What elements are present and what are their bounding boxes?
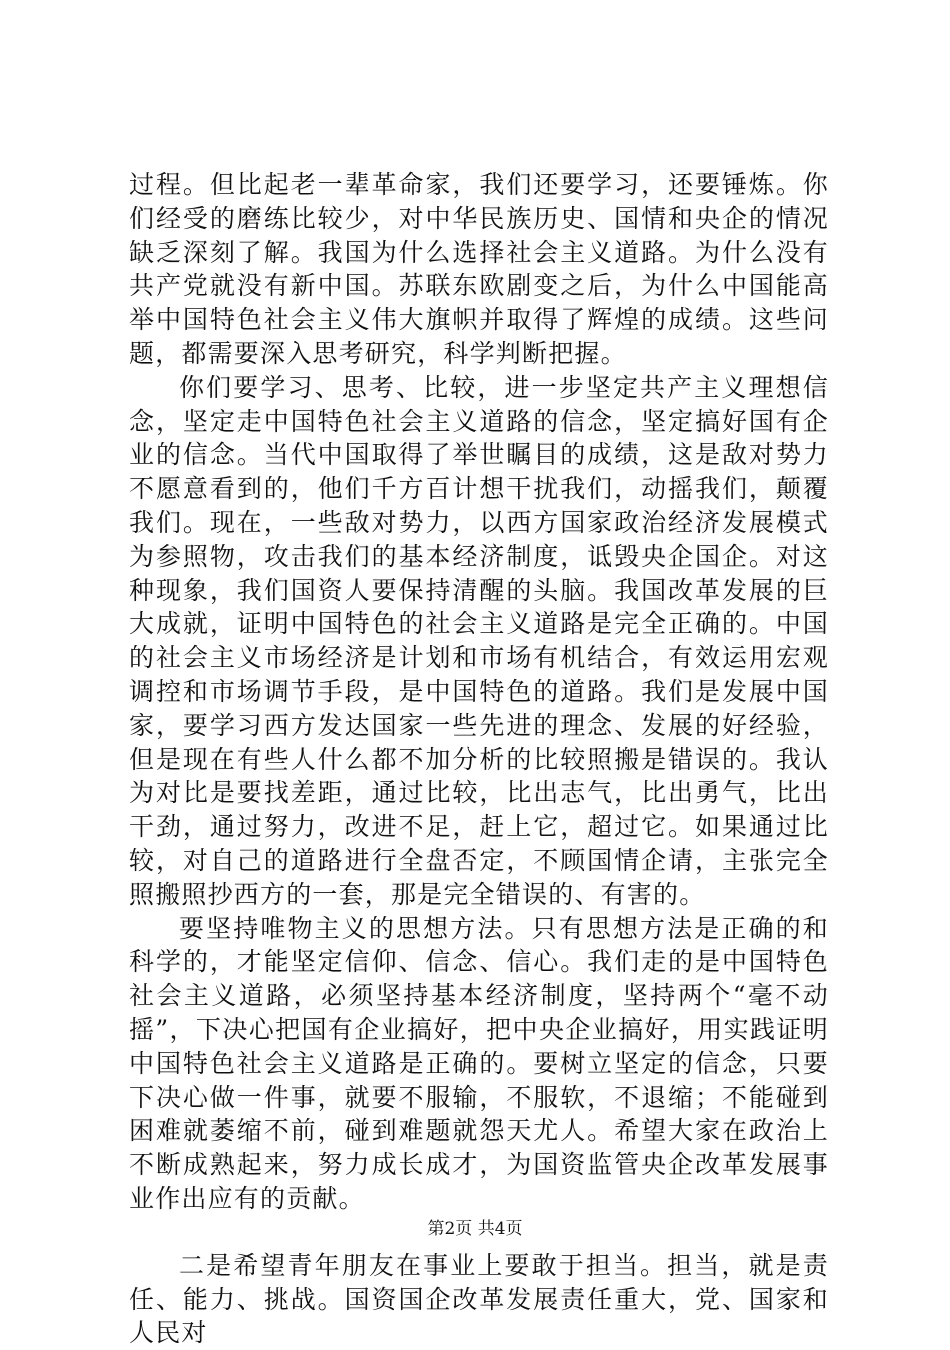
paragraph-study-compare: 你们要学习、思考、比较，进一步坚定共产主义理想信念，坚定走中国特色社会主义道路的信念，坚定搞好国有企业的信念。当代中国取得了举世瞩目的成绩，这是敌对势力不愿意看到的，他们千方百计想干扰我们，动摇我们，颠覆我们。现在，一些敌对势力，以西方国家政治经济发展模式为参照物，攻击我们的基本经济制度，诋毁央企国企。对这种现象，我们国资人要保持清醒的头脑。我国改革发展的巨大成就，证明中国特色的社会主义道路是完全正确的。中国的社会主义市场经济是计划和市场有机结合，有效运用宏观调控和市场调节手段，是中国特色的道路。我们是发展中国家，要学习西方发达国家一些先进的理念、发展的好经验，但是现在有些人什么都不加分析的比较照搬是错误的。我认为对比是要找差距，通过比较，比出志气，比出勇气，比出干劲，通过努力，改进不足，赶上它，超过它。如果通过比较，对自己的道路进行全盘否定，不顾国情企请，主张完全照搬照抄西方的一套，那是完全错误的、有害的。 — [129, 372, 829, 909]
page-footer: 第2页 共4页 — [427, 1219, 523, 1239]
document-body — [129, 168, 829, 1350]
paragraph-materialism: 要坚持唯物主义的思想方法。只有思想方法是正确的和科学的，才能坚定信仰、信念、信心。我们走的是中国特色社会主义道路，必须坚持基本经济制度，坚持两个“毫不动摇”，下决心把国有企业搞好，把中央企业搞好，用实践证明中国特色社会主义道路是正确的。要树立坚定的信念，只要下决心做一件事，就要不服输，不服软，不退缩；不能碰到困难就萎缩不前，碰到难题就怨天尤人。希望大家在政治上不断成熟起来，努力成长成才，为国资监管央企改革发展事业作出应有的贡献。 — [129, 913, 829, 1213]
paragraph-continuation: 过程。但比起老一辈革命家，我们还要学习，还要锤炼。你们经受的磨练比较少，对中华民族历史、国情和央企的情况缺乏深刻了解。我国为什么选择社会主义道路。为什么没有共产党就没有新中国。苏联东欧剧变之后，为什么中国能高举中国特色社会主义伟大旗帜并取得了辉煌的成绩。这些问题，都需要深入思考研究，科学判断把握。 — [129, 170, 829, 368]
paragraph-responsibility: 二是希望青年朋友在事业上要敢于担当。担当，就是责任、能力、挑战。国资国企改革发展责任重大，党、国家和人民对 — [129, 1250, 829, 1348]
